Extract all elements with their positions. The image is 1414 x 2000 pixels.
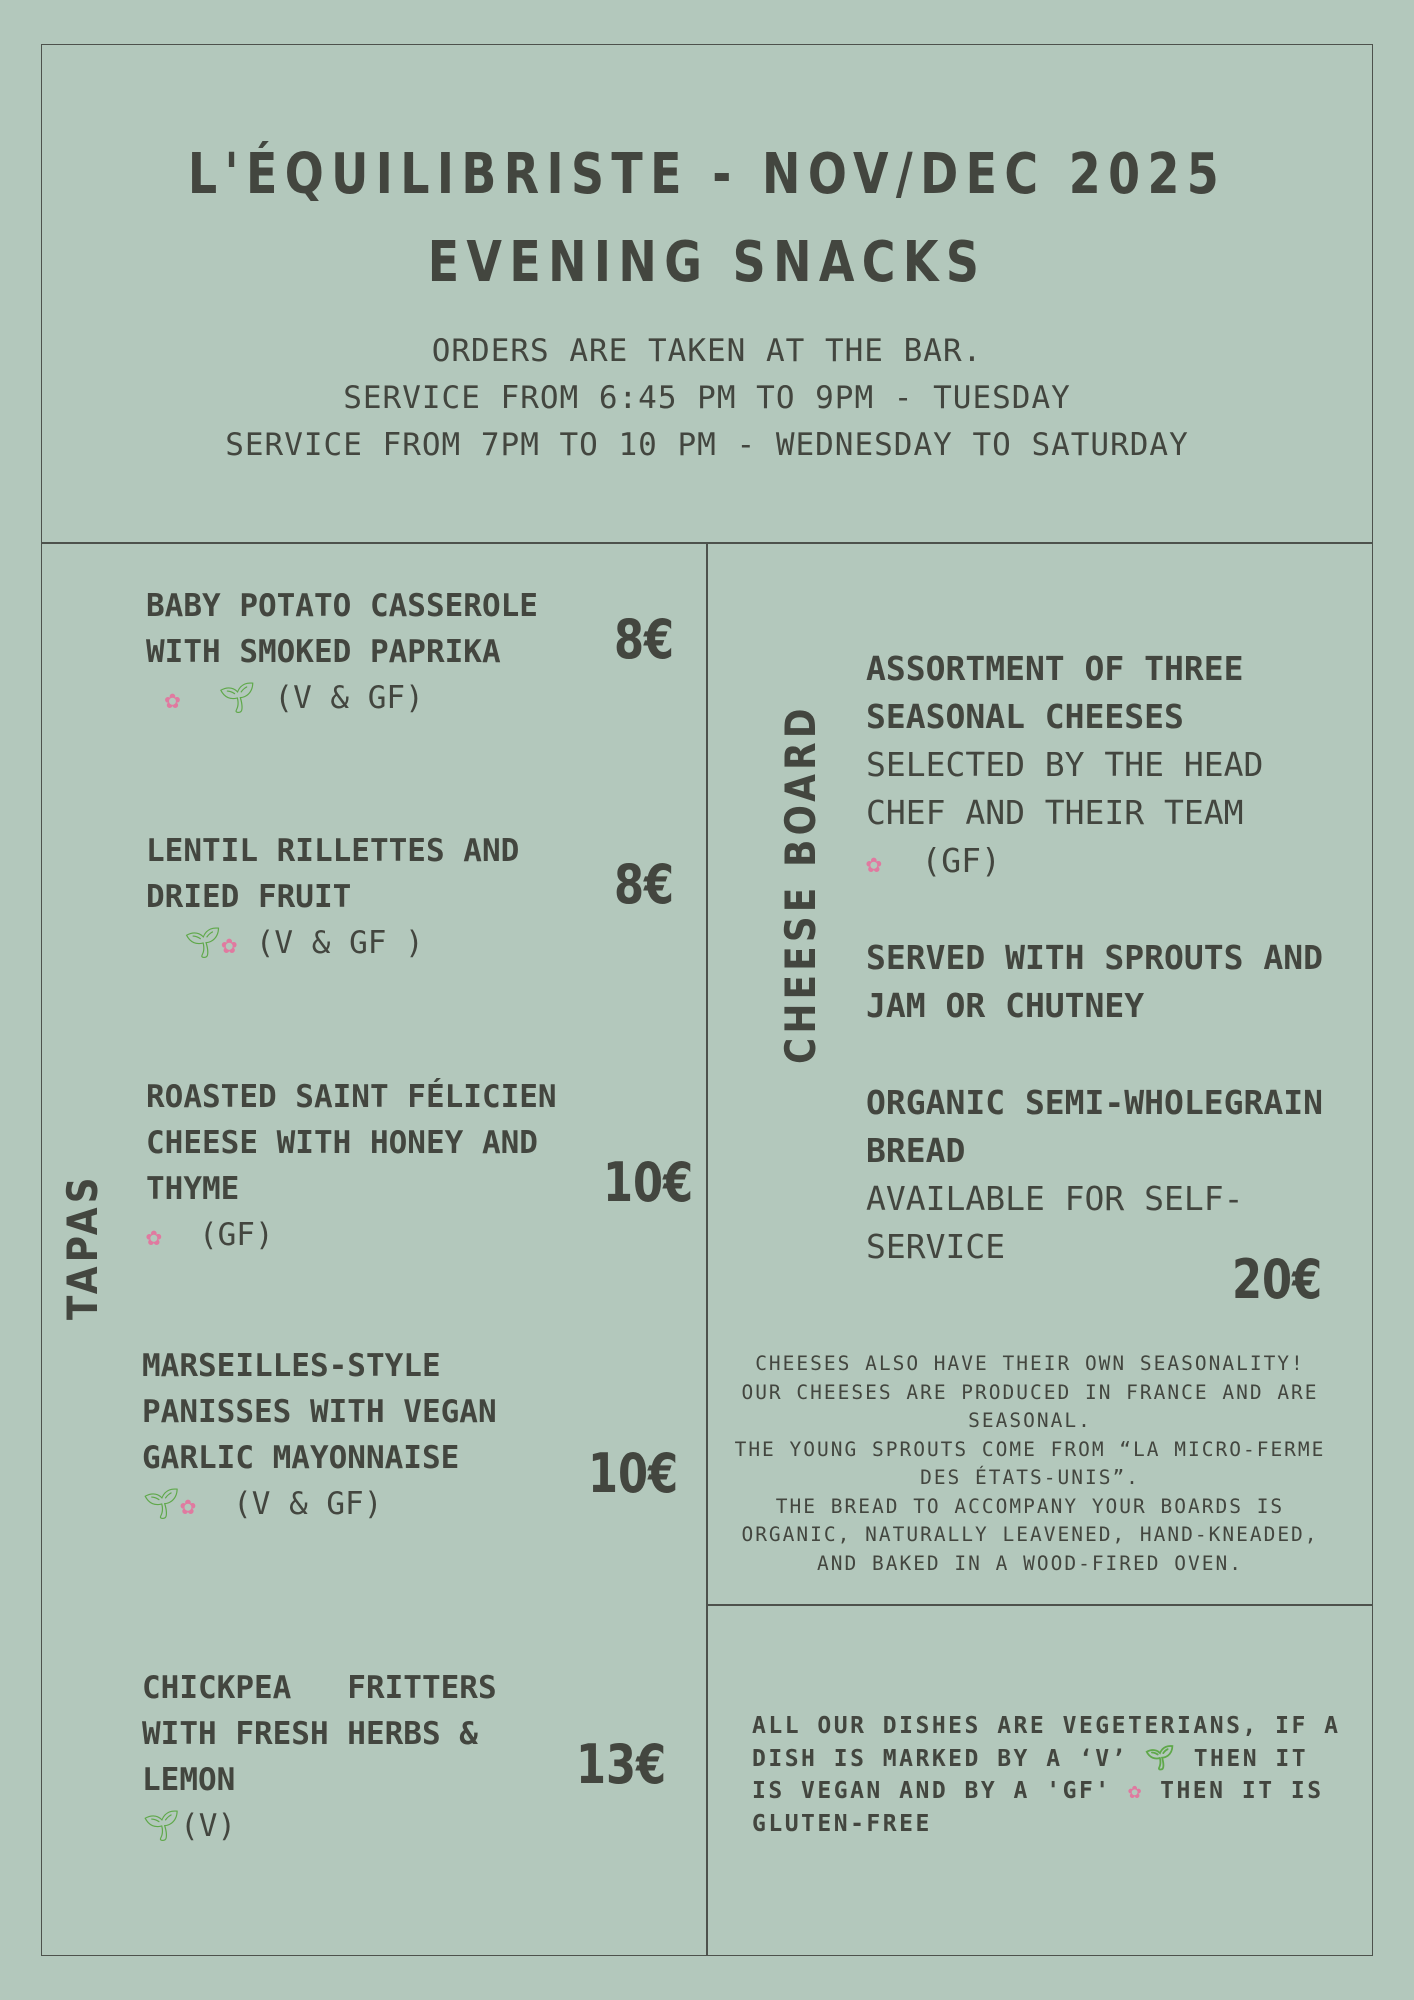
cheese-board-label: CHEESE BOARD bbox=[776, 704, 825, 1064]
item-tags-text: (GF) bbox=[198, 1217, 274, 1253]
cheese-bread bbox=[866, 1079, 1336, 1271]
cheese-note-line: OUR CHEESES ARE PRODUCED IN FRANCE AND ARE SEASONAL. bbox=[741, 1380, 1319, 1432]
cheese-notes bbox=[715, 1350, 1345, 1578]
item-price: 8€ bbox=[614, 608, 675, 671]
cheese-served-with bbox=[866, 934, 1336, 1030]
cheese-note-line: THE YOUNG SPROUTS COME FROM “LA MICRO-FERME DES ÉTATS-UNIS”. bbox=[734, 1437, 1326, 1489]
cheese-assortment bbox=[866, 645, 1336, 888]
menu-title: L'ÉQUILIBRISTE - NOV/DEC 2025 bbox=[187, 142, 1227, 207]
sprout-icon: 🌱︎ bbox=[217, 681, 256, 716]
item-tags-text: (V) bbox=[180, 1808, 237, 1844]
bread-title: ORGANIC SEMI-WHOLEGRAIN BREAD bbox=[866, 1083, 1323, 1170]
item-tags bbox=[142, 1803, 542, 1850]
item-price: 10€ bbox=[588, 1442, 679, 1505]
assortment-desc: SELECTED BY THE HEAD CHEF AND THEIR TEAM bbox=[866, 745, 1264, 832]
item-name: ROASTED SAINT FÉLICIEN CHEESE WITH HONEY AND THYME bbox=[146, 1079, 557, 1207]
assortment-title: ASSORTMENT OF THREE SEASONAL CHEESES bbox=[866, 649, 1244, 736]
item-name: BABY POTATO CASSEROLE WITH SMOKED PAPRIKA bbox=[146, 588, 538, 670]
flower-icon: ✿ bbox=[180, 1491, 196, 1521]
legend-text: THEN IT IS GLUTEN-FREE bbox=[752, 1778, 1324, 1837]
item-tags bbox=[146, 675, 586, 723]
flower-icon: ✿ bbox=[146, 1222, 162, 1252]
service-info-line: SERVICE FROM 6:45 PM TO 9PM - TUESDAY bbox=[343, 380, 1071, 416]
tapas-item bbox=[146, 828, 586, 968]
service-info-line: ORDERS ARE TAKEN AT THE BAR. bbox=[431, 333, 983, 369]
flower-icon: ✿ bbox=[1128, 1779, 1144, 1804]
tapas-item bbox=[146, 1074, 586, 1260]
item-price: 13€ bbox=[576, 1733, 667, 1796]
item-tags bbox=[142, 1481, 582, 1529]
tapas-label: TAPAS bbox=[58, 1173, 107, 1320]
item-price: 8€ bbox=[614, 853, 675, 916]
sprout-icon: 🌱︎ bbox=[1144, 1744, 1178, 1772]
item-name: MARSEILLES-STYLE PANISSES WITH VEGAN GARLIC MAYONNAISE bbox=[142, 1348, 497, 1476]
flower-icon: ✿ bbox=[866, 849, 882, 879]
item-name: LENTIL RILLETTES AND DRIED FRUIT bbox=[146, 833, 520, 915]
service-info-line: SERVICE FROM 7PM TO 10 PM - WEDNESDAY TO SATURDAY bbox=[225, 427, 1189, 463]
legend-text: ALL OUR DISHES ARE VEGETERIANS, IF A DISH IS MARKED BY A ‘V’ bbox=[752, 1713, 1341, 1772]
sprout-icon: 🌱︎ bbox=[142, 1487, 181, 1522]
legend-text: THEN IT IS VEGAN AND BY A 'GF' bbox=[752, 1746, 1309, 1804]
item-tags bbox=[146, 1212, 586, 1260]
column-divider bbox=[706, 542, 708, 1956]
served-with-text: SERVED WITH SPROUTS AND JAM OR CHUTNEY bbox=[866, 938, 1323, 1025]
menu-subtitle: EVENING SNACKS bbox=[427, 230, 987, 295]
item-price: 10€ bbox=[603, 1151, 694, 1214]
sprout-icon: 🌱︎ bbox=[142, 1809, 181, 1844]
assortment-tags bbox=[866, 837, 1336, 888]
cheese-board-price: 20€ bbox=[1232, 1248, 1323, 1311]
sprout-icon: 🌱︎ bbox=[183, 926, 222, 961]
flower-icon: ✿ bbox=[164, 685, 181, 715]
assortment-tags-text: (GF) bbox=[921, 841, 1001, 880]
tapas-item bbox=[142, 1665, 542, 1850]
cheese-note-line: CHEESES ALSO HAVE THEIR OWN SEASONALITY! bbox=[755, 1352, 1305, 1375]
cheese-note-line: THE BREAD TO ACCOMPANY YOUR BOARDS IS ORGANIC, NATURALLY LEAVENED, HAND-KNEADED, AND BAKED IN A WOOD-FIRED OVEN. bbox=[741, 1494, 1319, 1575]
diet-legend bbox=[752, 1710, 1342, 1840]
item-tags bbox=[146, 920, 586, 968]
flower-icon: ✿ bbox=[221, 930, 238, 960]
tapas-item bbox=[142, 1343, 582, 1529]
bread-desc: AVAILABLE FOR SELF-SERVICE bbox=[866, 1179, 1244, 1266]
tapas-item bbox=[146, 583, 586, 723]
cheese-legend-divider bbox=[706, 1604, 1373, 1606]
service-info bbox=[0, 328, 1414, 469]
item-name: CHICKPEA FRITTERS WITH FRESH HERBS & LEMON bbox=[142, 1670, 516, 1798]
item-tags-text: (V & GF) bbox=[233, 1486, 383, 1522]
item-tags-text: (V & GF) bbox=[274, 680, 424, 716]
item-tags-text: (V & GF ) bbox=[255, 925, 424, 961]
